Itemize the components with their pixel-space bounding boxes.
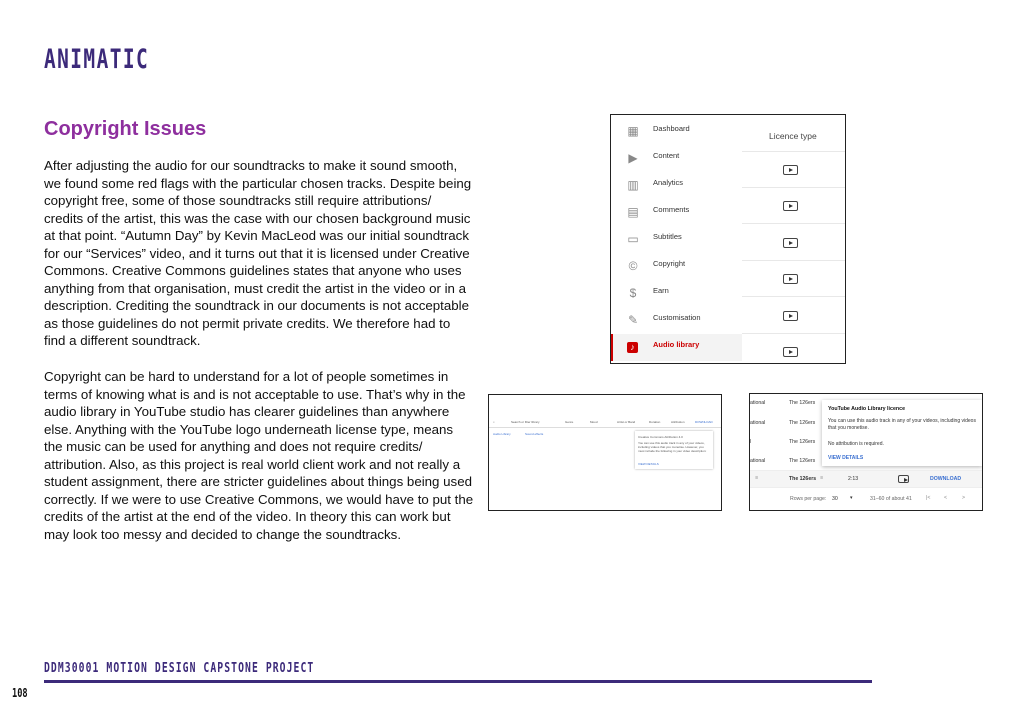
- genre-header: Genre: [565, 420, 574, 424]
- licence-popup: [635, 431, 713, 469]
- chevron-down-icon[interactable]: ▾: [850, 495, 853, 501]
- sidebar-item-label: Comments: [653, 205, 690, 214]
- sidebar-item-earn[interactable]: [611, 280, 742, 307]
- comments-icon: ▤: [627, 205, 639, 219]
- first-page-icon[interactable]: |<: [926, 495, 931, 501]
- sidebar-item-label: Subtitles: [653, 232, 682, 241]
- rows-per-page-label: Rows per page:: [790, 496, 827, 502]
- sidebar-item-comments[interactable]: [611, 199, 742, 226]
- divider: [742, 260, 845, 261]
- section-title: ANIMATIC: [44, 44, 150, 75]
- table-cell: ational: [750, 458, 766, 464]
- filter-icon: ≡: [755, 475, 759, 481]
- next-page-icon[interactable]: >: [962, 495, 966, 501]
- earn-icon: $: [629, 286, 637, 300]
- youtube-logo-icon: [783, 311, 798, 321]
- view-details-link[interactable]: VIEW DETAILS: [828, 455, 864, 461]
- divider: [489, 427, 721, 428]
- project-title: DDM30001 MOTION DESIGN CAPSTONE PROJECT: [44, 660, 315, 676]
- duration-cell: 2:13: [848, 476, 859, 482]
- popup-body: You can use this audio track in any of your videos, including videos that you monetise. However, you must include the following in your video description:: [638, 441, 707, 453]
- download-button[interactable]: DOWNLOAD: [695, 420, 713, 424]
- artist-cell: The 126ers: [789, 439, 816, 445]
- youtube-logo-icon: [898, 475, 909, 483]
- licence-popup: [822, 400, 982, 466]
- selected-track-row[interactable]: [750, 470, 982, 488]
- audio-library-icon: ♪: [627, 342, 638, 353]
- mood-header: Mood: [590, 420, 598, 424]
- duration-header: Duration: [649, 420, 661, 424]
- tab-sound-effects[interactable]: Sound effects: [525, 432, 544, 436]
- audio-library-screenshot-small: [488, 394, 722, 511]
- content-icon: ▶: [628, 151, 638, 165]
- dashboard-icon: ▦: [627, 124, 639, 138]
- sidebar-item-label: Copyright: [653, 259, 686, 268]
- popup-title: YouTube Audio Library licence: [828, 406, 906, 412]
- sidebar-item-label: Audio library: [653, 340, 700, 349]
- search-icon: ⌕: [493, 420, 495, 424]
- popup-title: Creative Commons Attribution 4.0: [638, 435, 683, 439]
- artist-cell: The 126ers: [789, 476, 817, 482]
- youtube-logo-icon: [783, 238, 798, 248]
- download-button[interactable]: DOWNLOAD: [930, 476, 962, 482]
- tab-audio-library[interactable]: Audio Library: [493, 432, 511, 436]
- divider: [742, 151, 845, 152]
- youtube-logo-icon: [783, 201, 798, 211]
- sidebar-item-label: Analytics: [653, 178, 684, 187]
- artist-cell: The 126ers: [789, 400, 816, 406]
- sidebar-item-label: Earn: [653, 286, 669, 295]
- divider: [742, 296, 845, 297]
- sidebar-item-audio-library[interactable]: [611, 334, 742, 361]
- divider: [742, 223, 845, 224]
- prev-page-icon[interactable]: <: [944, 495, 948, 501]
- popup-body: You can use this audio track in any of your videos, including videos that you monetise.: [828, 418, 976, 431]
- footer-rule: [44, 680, 872, 683]
- audio-library-screenshot-zoom: [749, 393, 983, 511]
- page-number: 108: [12, 686, 28, 700]
- analytics-icon: ▥: [627, 178, 639, 192]
- sidebar-item-dashboard[interactable]: [611, 118, 742, 145]
- table-cell: l: [750, 439, 752, 445]
- rows-per-page-select[interactable]: 30: [832, 496, 838, 502]
- youtube-logo-icon: [783, 347, 798, 357]
- artist-cell: The 126ers: [789, 458, 816, 464]
- pagination-range: 31–60 of about 41: [870, 496, 912, 502]
- search-input[interactable]: Search or filter library: [511, 420, 540, 424]
- copyright-heading: Copyright Issues: [44, 118, 207, 140]
- sidebar-item-label: Dashboard: [653, 124, 690, 133]
- attribution-header: Attribution: [671, 420, 685, 424]
- studio-sidebar-screenshot: [610, 114, 846, 364]
- sidebar-item-analytics[interactable]: [611, 172, 742, 199]
- sidebar-item-label: Customisation: [653, 313, 701, 322]
- divider: [742, 333, 845, 334]
- filter-icon: ≡: [820, 475, 824, 481]
- view-details-link[interactable]: VIEW DETAILS: [638, 462, 659, 466]
- sidebar-item-content[interactable]: [611, 145, 742, 172]
- sidebar-item-copyright[interactable]: [611, 253, 742, 280]
- artist-header: Artist or Band: [617, 420, 636, 424]
- sidebar-item-subtitles[interactable]: [611, 226, 742, 253]
- subtitles-icon: ▭: [627, 232, 639, 246]
- paragraph-1: After adjusting the audio for our soundtracks to make it sound smooth, we found some red flags with the particular chosen tracks. Despite being copyright free, some of those soundtracks still require attributions/ credits of the artist, this was the case with our chosen background music at that point. “Autumn Day” by Kevin MacLeod was our initial soundtrack for our “Services” video, and it turns out that it is licensed under Creative Commons. Creative Commons guidelines states that anyone who uses anything from that organisation, must credit the artist in the video or in a description. Crediting the soundtrack in our documents is not acceptable as those guidelines do not permit private credits. We therefore had to find a different soundtrack.: [44, 158, 472, 348]
- sidebar-item-label: Content: [653, 151, 680, 160]
- table-cell: ational: [750, 400, 766, 406]
- divider: [742, 187, 845, 188]
- popup-note: No attribution is required.: [828, 441, 884, 447]
- youtube-logo-icon: [783, 165, 798, 175]
- table-cell: ational: [750, 420, 766, 426]
- paragraph-2: Copyright can be hard to understand for a lot of people sometimes in terms of knowing what is and is not acceptable to use. That’s why in the audio library in YouTube studio has clearer guidelines than anywhere else. Anything with the YouTube logo underneath license type, means the music can be used for anything and does not require credits/ attribution. Also, as this project is real world client work and not really a student assignment, there are stricter guidelines about things being used correctly. If we were to use Creative Commons, we would have to put the credits of the artist at the end of the video. In theory this can work but may look too messy and decided to change the soundtracks.: [44, 369, 474, 542]
- sidebar-item-customisation[interactable]: [611, 307, 742, 334]
- customisation-icon: ✎: [627, 313, 639, 327]
- licence-type-header: Licence type: [769, 131, 817, 141]
- youtube-logo-icon: [783, 274, 798, 284]
- artist-cell: The 126ers: [789, 420, 816, 426]
- copyright-icon: ©: [628, 259, 638, 273]
